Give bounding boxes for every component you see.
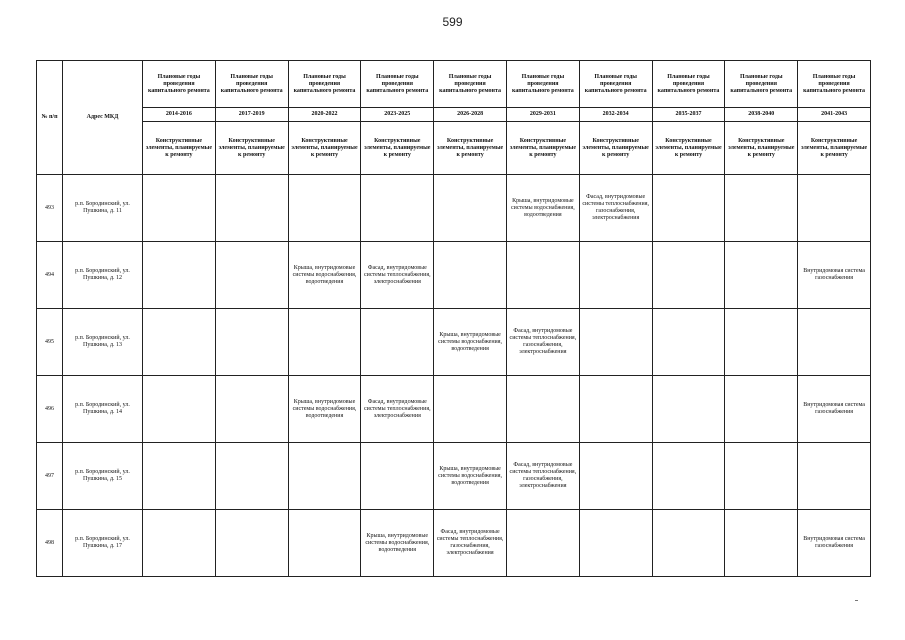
repair-cell [579,376,652,443]
header-years: 2035-2037 [652,108,725,122]
repair-cell: Внутридомовая система газоснабжения [798,242,871,309]
repair-cell [288,443,361,510]
header-elements: Конструктивные элементы, планируемые к ремонту [434,122,507,175]
repair-cell [652,510,725,577]
repair-cell [725,242,798,309]
capital-repair-plan-table [36,60,871,577]
header-num: № п/п [37,61,63,175]
header-years: 2041-2043 [798,108,871,122]
table-row [37,443,871,510]
row-number: 498 [37,510,63,577]
repair-cell [506,242,579,309]
header-years: 2026-2028 [434,108,507,122]
repair-cell [434,242,507,309]
page-number: 599 [442,15,463,29]
header-years: 2038-2040 [725,108,798,122]
repair-cell [434,175,507,242]
repair-cell [215,309,288,376]
header-period-group: Плановые годы проведения капитального ремонта [725,61,798,108]
repair-cell [215,175,288,242]
row-number: 493 [37,175,63,242]
header-elements: Конструктивные элементы, планируемые к ремонту [288,122,361,175]
table-body [37,175,871,577]
row-number: 495 [37,309,63,376]
header-elements: Конструктивные элементы, планируемые к ремонту [143,122,216,175]
table-row [37,309,871,376]
repair-cell [143,510,216,577]
repair-cell [143,175,216,242]
row-number: 497 [37,443,63,510]
row-number: 496 [37,376,63,443]
repair-cell [652,175,725,242]
table-row [37,376,871,443]
scan-artifact [855,600,858,601]
repair-cell [288,309,361,376]
repair-cell [725,376,798,443]
header-elements: Конструктивные элементы, планируемые к ремонту [215,122,288,175]
row-address: р.п. Бородинский, ул. Пушкина, д. 15 [63,443,143,510]
header-period-group: Плановые годы проведения капитального ремонта [288,61,361,108]
header-period-group: Плановые годы проведения капитального ремонта [579,61,652,108]
repair-cell [579,309,652,376]
repair-cell: Внутридомовая система газоснабжения [798,510,871,577]
repair-cell [143,309,216,376]
header-period-group: Плановые годы проведения капитального ремонта [361,61,434,108]
header-years: 2023-2025 [361,108,434,122]
repair-cell: Фасад, внутридомовые системы теплоснабжения, газоснабжения, электроснабжения [506,309,579,376]
repair-cell [652,443,725,510]
repair-cell [361,175,434,242]
header-address: Адрес МКД [63,61,143,175]
repair-cell [506,510,579,577]
repair-cell: Крыша, внутридомовые системы водоснабжения, водоотведения [288,376,361,443]
table-row [37,242,871,309]
header-period-group: Плановые годы проведения капитального ремонта [798,61,871,108]
row-address: р.п. Бородинский, ул. Пушкина, д. 17 [63,510,143,577]
repair-cell [725,443,798,510]
repair-cell [798,443,871,510]
header-years: 2020-2022 [288,108,361,122]
repair-cell: Фасад, внутридомовые системы теплоснабжения, электроснабжения [361,242,434,309]
header-period-group: Плановые годы проведения капитального ремонта [506,61,579,108]
table-header [37,61,871,175]
header-years: 2014-2016 [143,108,216,122]
repair-cell: Крыша, внутридомовые системы водоснабжения, водоотведения [361,510,434,577]
repair-cell: Крыша, внутридомовые системы водоснабжения, водоотведения [434,443,507,510]
header-years: 2032-2034 [579,108,652,122]
repair-cell [143,242,216,309]
repair-cell [798,309,871,376]
repair-cell [725,510,798,577]
repair-cell [143,443,216,510]
repair-cell: Фасад, внутридомовые системы теплоснабжения, электроснабжения [361,376,434,443]
row-address: р.п. Бородинский, ул. Пушкина, д. 12 [63,242,143,309]
table-row [37,510,871,577]
row-number: 494 [37,242,63,309]
repair-cell [506,376,579,443]
repair-cell: Крыша, внутридомовые системы водоснабжения, водоотведения [434,309,507,376]
header-period-group: Плановые годы проведения капитального ремонта [434,61,507,108]
row-address: р.п. Бородинский, ул. Пушкина, д. 11 [63,175,143,242]
header-years: 2017-2019 [215,108,288,122]
row-address: р.п. Бородинский, ул. Пушкина, д. 13 [63,309,143,376]
repair-cell [725,309,798,376]
repair-cell [652,242,725,309]
header-years: 2029-2031 [506,108,579,122]
header-period-group: Плановые годы проведения капитального ремонта [143,61,216,108]
repair-cell [215,510,288,577]
repair-cell [579,510,652,577]
repair-cell [579,443,652,510]
header-elements: Конструктивные элементы, планируемые к ремонту [506,122,579,175]
header-period-group: Плановые годы проведения капитального ремонта [652,61,725,108]
row-address: р.п. Бородинский, ул. Пушкина, д. 14 [63,376,143,443]
repair-cell: Крыша, внутридомовые системы водоснабжения, водоотведения [506,175,579,242]
repair-cell [361,309,434,376]
repair-cell [215,242,288,309]
table-row [37,175,871,242]
header-elements: Конструктивные элементы, планируемые к ремонту [579,122,652,175]
repair-cell [434,376,507,443]
repair-cell: Фасад, внутридомовые системы теплоснабжения, газоснабжения, электроснабжения [434,510,507,577]
repair-cell: Фасад, внутридомовые системы теплоснабжения, газоснабжения, электроснабжения [506,443,579,510]
repair-cell [579,242,652,309]
repair-cell [288,175,361,242]
header-elements: Конструктивные элементы, планируемые к ремонту [798,122,871,175]
repair-cell [288,510,361,577]
repair-cell [215,443,288,510]
header-elements: Конструктивные элементы, планируемые к ремонту [725,122,798,175]
header-elements: Конструктивные элементы, планируемые к ремонту [361,122,434,175]
repair-cell [361,443,434,510]
repair-cell [725,175,798,242]
header-elements: Конструктивные элементы, планируемые к ремонту [652,122,725,175]
header-period-group: Плановые годы проведения капитального ремонта [215,61,288,108]
repair-cell [143,376,216,443]
repair-cell [798,175,871,242]
repair-cell: Фасад, внутридомовые системы теплоснабжения, газоснабжения, электроснабжения [579,175,652,242]
repair-cell [652,376,725,443]
repair-cell: Внутридомовая система газоснабжения [798,376,871,443]
repair-cell [215,376,288,443]
repair-cell [652,309,725,376]
repair-cell: Крыша, внутридомовые системы водоснабжения, водоотведения [288,242,361,309]
